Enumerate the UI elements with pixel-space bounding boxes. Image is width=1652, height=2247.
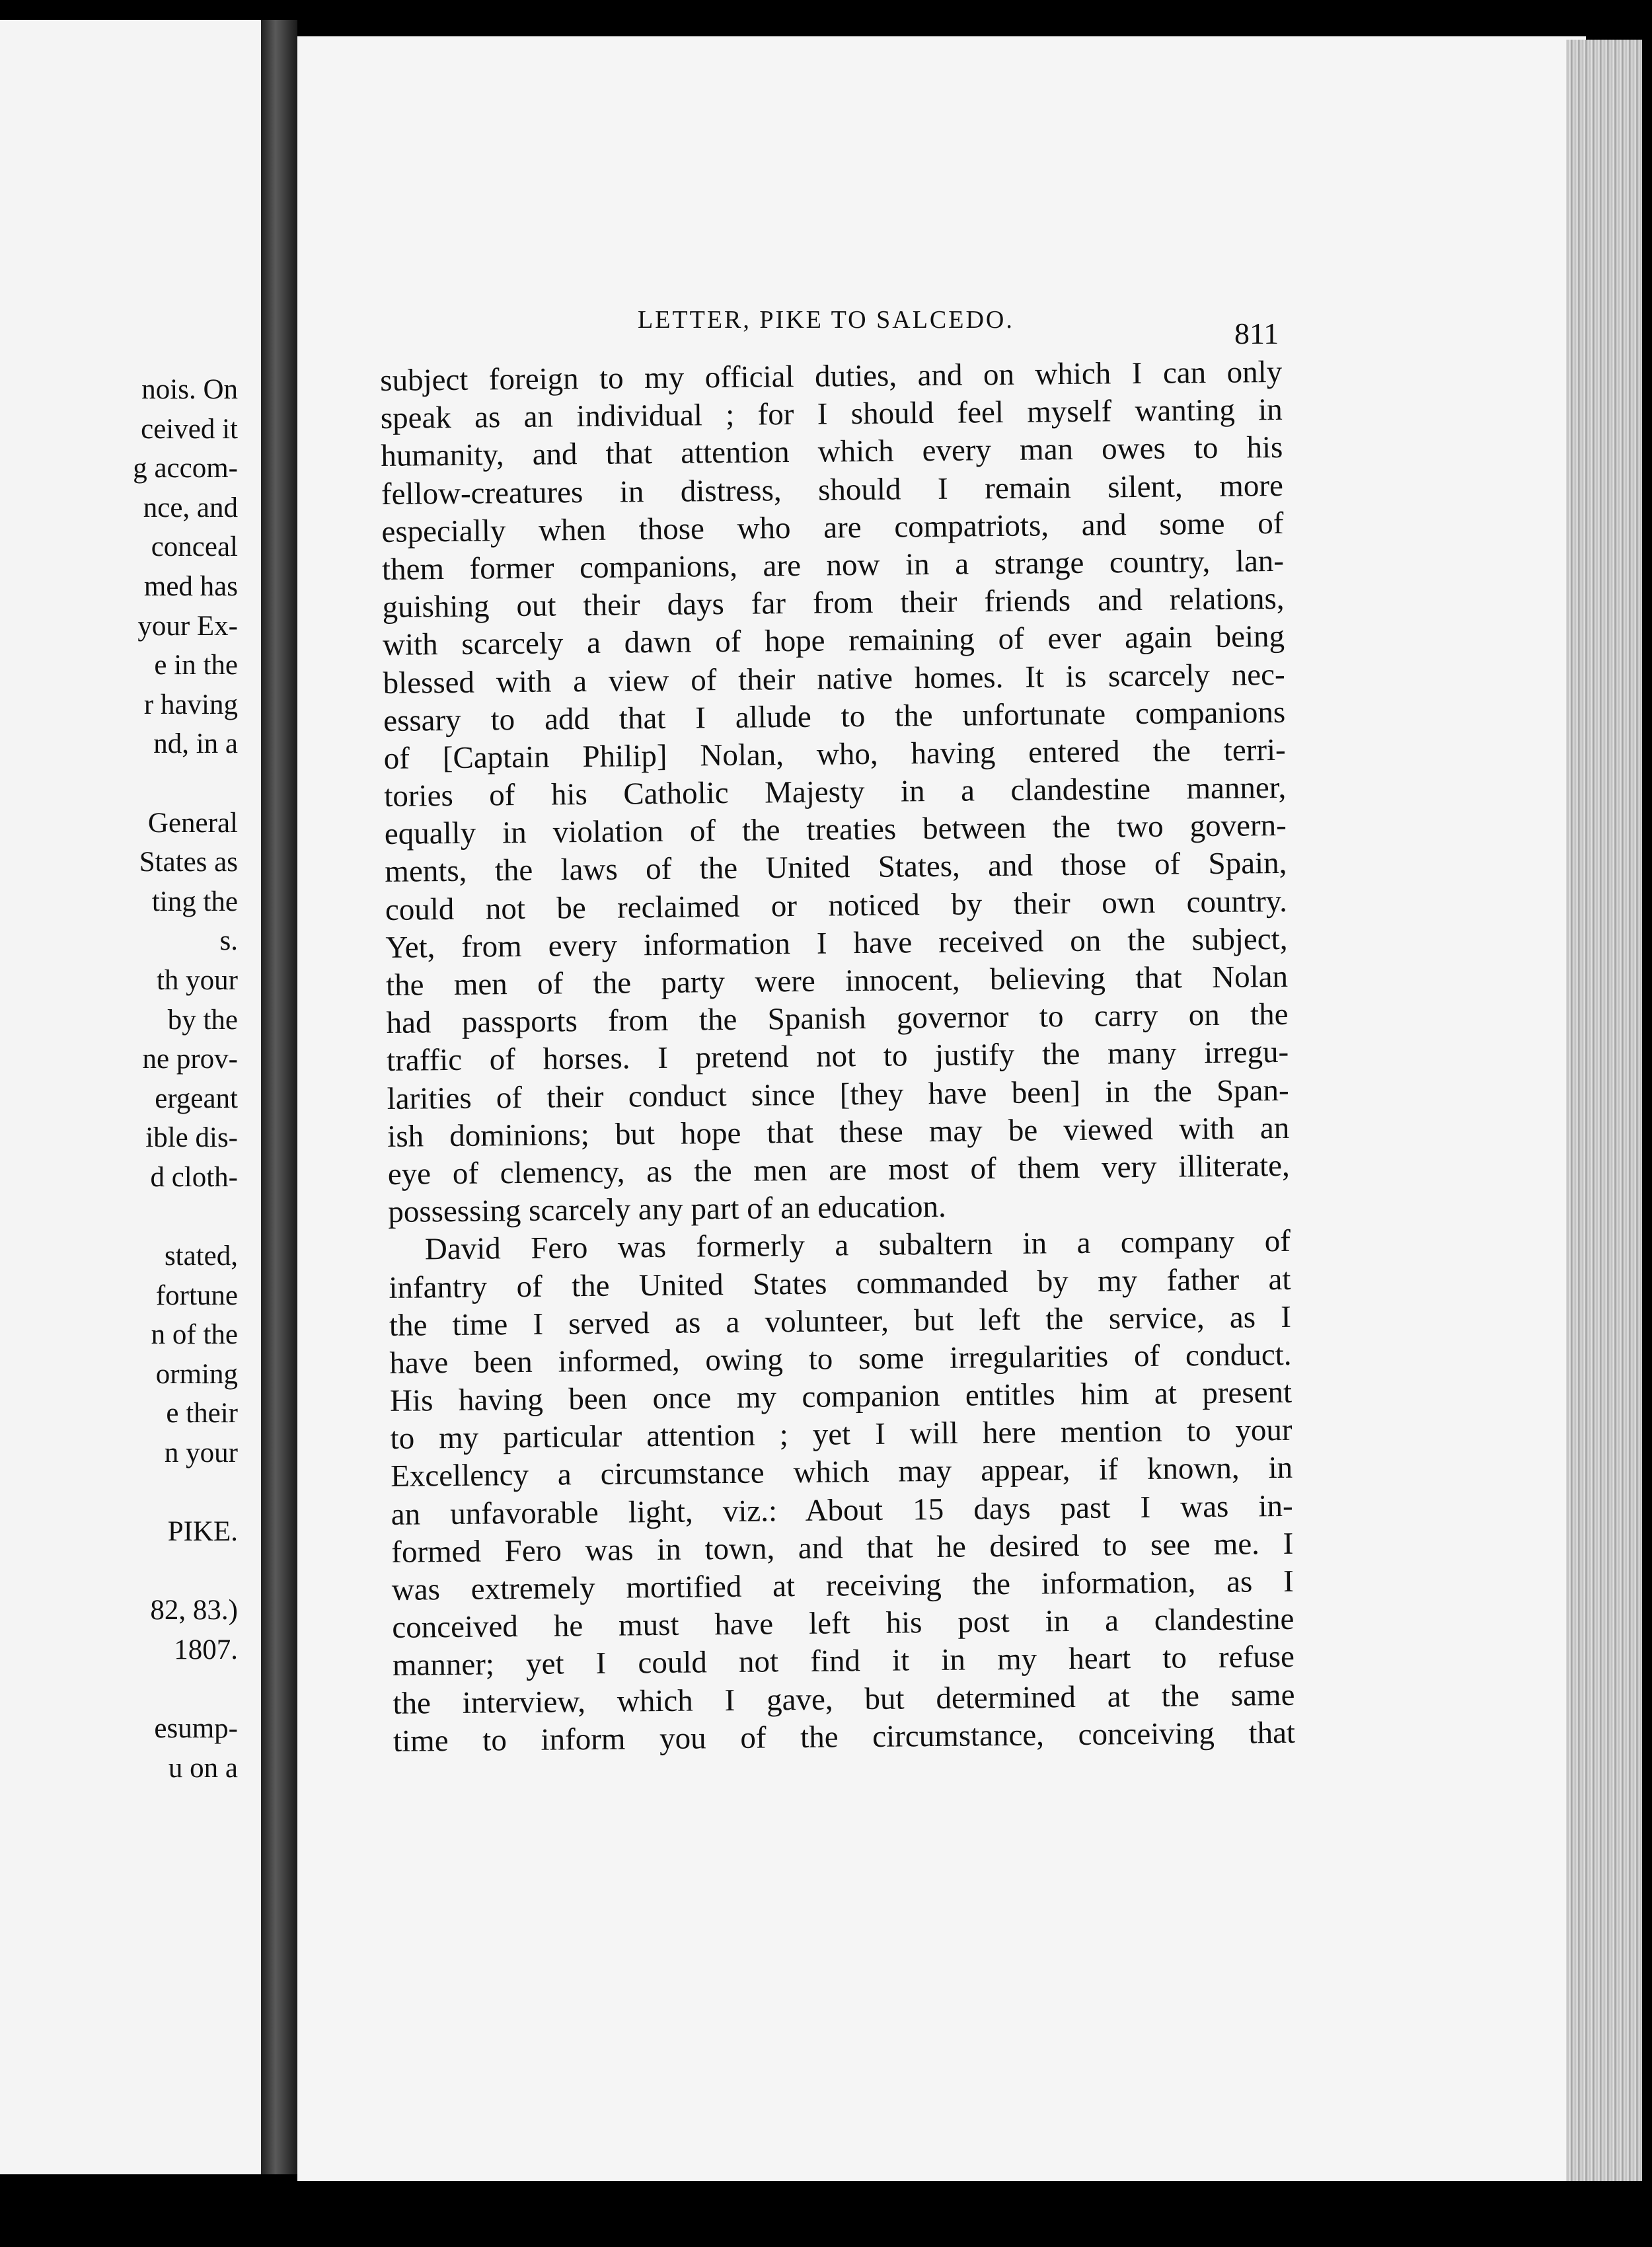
text-line: larities of their conduct since [they have been] in the Span- (387, 1073, 1289, 1116)
text-line: infantry of the United States commanded by my father at (389, 1262, 1291, 1305)
left-page-line: u on a (168, 1752, 238, 1784)
text-line: possessing scarcely any part of an education. (388, 1189, 946, 1230)
text-line: David Fero was formerly a subaltern in a company of (424, 1224, 1291, 1267)
left-page-line: conceal (151, 531, 238, 563)
left-page-line: nce, and (143, 492, 238, 523)
page-edges (1566, 40, 1642, 2181)
left-page-line: States as (139, 847, 238, 878)
left-page-line: stated, (164, 1240, 238, 1272)
text-line: time to inform you of the circumstance, conceiving that (393, 1715, 1296, 1759)
text-line: His having been once my companion entitles him at present (389, 1375, 1293, 1418)
left-page-line: your Ex- (137, 610, 238, 642)
left-page-line: by the (167, 1004, 238, 1036)
left-page-line: med has (143, 570, 238, 602)
page-number: 811 (1234, 317, 1279, 350)
text-line: ments, the laws of the United States, and those of Spain, (385, 846, 1287, 890)
text-line: an unfavorable light, viz.: About 15 days past I was in- (391, 1488, 1293, 1532)
left-page-line (0, 1670, 238, 1710)
text-line: blessed with a view of their native homes. It is scarcely nec- (383, 657, 1285, 701)
text-line: with scarcely a dawn of hope remaining of ever again being (382, 619, 1285, 663)
left-page-line: s. (219, 925, 238, 957)
left-page-line: General (147, 807, 238, 839)
text-line: have been informed, owing to some irregularities of conduct. (389, 1337, 1292, 1381)
left-page-line: n your (164, 1437, 238, 1469)
left-page-line: PIKE. (167, 1516, 238, 1548)
left-page-line: 1807. (174, 1634, 238, 1665)
left-page-line: 82, 83.) (150, 1595, 238, 1626)
left-page-line: e in the (154, 650, 238, 681)
text-line: traffic of horses. I pretend not to justify the many irregu- (386, 1035, 1289, 1079)
text-line: humanity, and that attention which every man owes to his (381, 430, 1283, 474)
left-page-line: orming (155, 1358, 238, 1390)
text-line: fellow-creatures in distress, should I remain silent, more (381, 468, 1284, 512)
left-page-line: th your (156, 964, 238, 996)
text-line: Yet, from every information I have received on the subject, (385, 921, 1288, 965)
left-page-line: e their (166, 1398, 238, 1429)
left-page-line (0, 1197, 238, 1237)
text-line: essary to add that I allude to the unfortunate companions (383, 695, 1286, 738)
left-page-line (0, 1552, 238, 1591)
left-page-line: d cloth- (150, 1161, 238, 1193)
left-page-line: ting the (151, 886, 238, 917)
left-page-line: ne prov- (142, 1044, 238, 1075)
left-page-line: g accom- (133, 453, 238, 484)
left-page-line (0, 1473, 238, 1513)
left-page (0, 20, 261, 2174)
left-page-line: fortune (155, 1279, 238, 1311)
text-line: conceived he must have left his post in a clandestine (392, 1601, 1295, 1646)
text-line: ish dominions; but hope that these may be viewed with an (387, 1110, 1290, 1154)
left-page-line: n of the (151, 1319, 238, 1351)
text-line: tories of his Catholic Majesty in a clandestine manner, (384, 770, 1287, 814)
text-line: was extremely mortified at receiving the information, as I (391, 1564, 1295, 1607)
text-line: equally in violation of the treaties between the two govern- (384, 808, 1287, 852)
text-line: eye of clemency, as the men are most of them very illiterate, (387, 1148, 1290, 1192)
text-line: the interview, which I gave, but determined at the same (393, 1677, 1295, 1721)
text-line: speak as an individual ; for I should feel myself wanting in (380, 393, 1283, 436)
text-line: formed Fero was in town, and that he desired to see me. I (391, 1526, 1294, 1570)
left-page-line: r having (143, 689, 238, 720)
text-line: them former companions, are now in a strange country, lan- (381, 543, 1285, 587)
text-line: Excellency a circumstance which may appear, if known, in (390, 1451, 1293, 1494)
left-page-line: ergeant (155, 1083, 238, 1114)
text-line: could not be reclaimed or noticed by their own country. (385, 884, 1288, 927)
running-head: LETTER, PIKE TO SALCEDO. (638, 306, 1014, 334)
left-page-line: nois. On (141, 374, 238, 405)
body-text (380, 354, 1295, 1761)
text-line: had passports from the Spanish governor to carry on the (386, 997, 1289, 1041)
left-page-line: ible dis- (145, 1122, 238, 1154)
left-page-line (0, 764, 238, 804)
text-line: guishing out their days far from their friends and relations, (382, 582, 1285, 625)
text-line: manner; yet I could not find it in my heart to refuse (392, 1640, 1295, 1683)
text-line: to my particular attention ; yet I will here mention to your (390, 1413, 1293, 1457)
left-page-line: ceived it (141, 413, 238, 445)
text-line: the time I served as a volunteer, but left the service, as I (389, 1299, 1292, 1343)
text-line: of [Captain Philip] Nolan, who, having entered the terri- (383, 732, 1286, 776)
text-line: the men of the party were innocent, believing that Nolan (385, 959, 1289, 1003)
book-gutter (261, 20, 297, 2174)
left-page-text (0, 370, 261, 1788)
left-page-line: esump- (154, 1713, 238, 1745)
text-line: subject foreign to my official duties, and on which I can only (380, 354, 1283, 398)
text-line: especially when those who are compatriots, and some of (381, 506, 1284, 549)
left-page-line: nd, in a (153, 728, 238, 760)
